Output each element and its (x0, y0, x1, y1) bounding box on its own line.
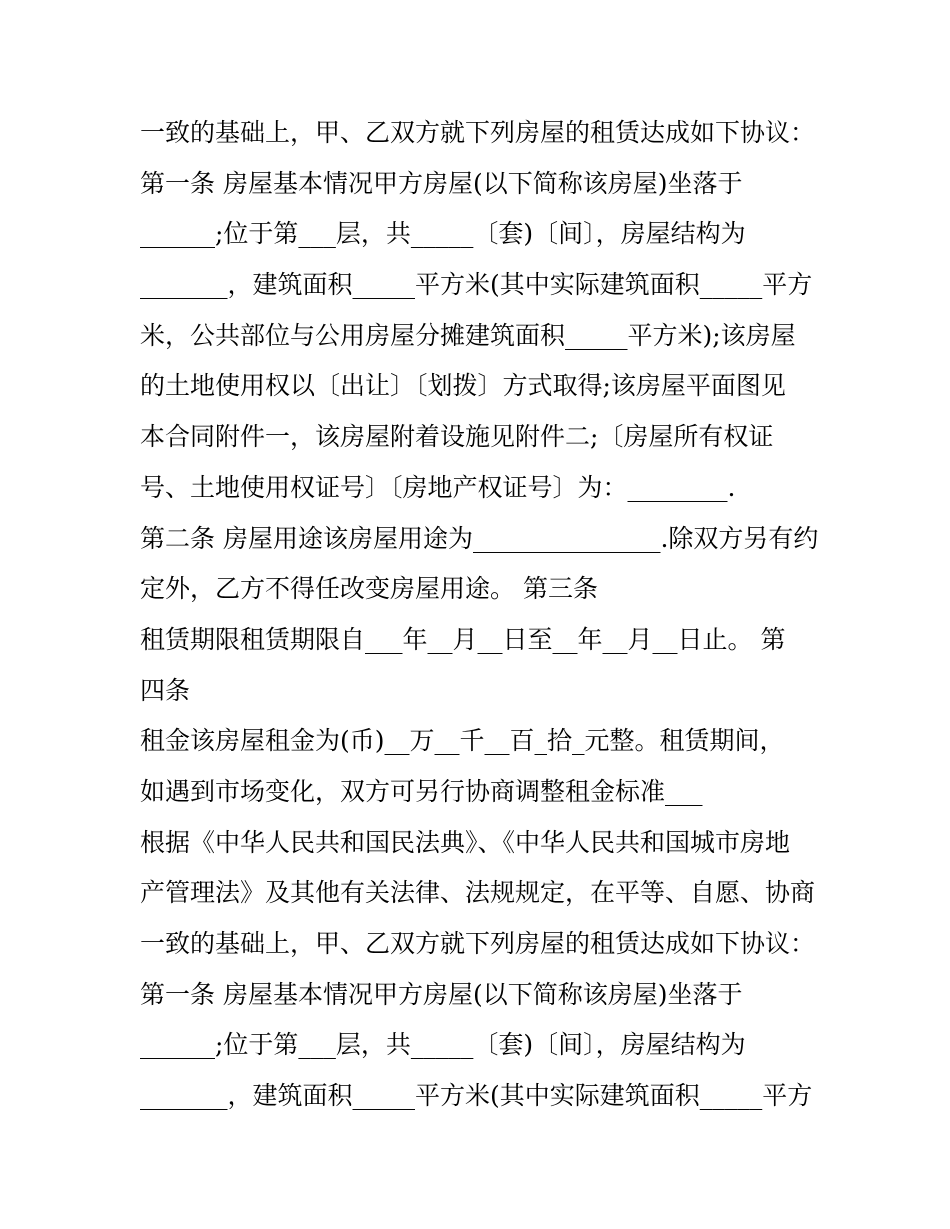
text-line: 四条 (140, 675, 191, 705)
contract-body-text (140, 108, 820, 1122)
text-line: _______，建筑面积_____平方米(其中实际建筑面积_____平方 (140, 270, 813, 300)
text-line: _______，建筑面积_____平方米(其中实际建筑面积_____平方 (140, 1081, 813, 1111)
text-line: 租赁期限租赁期限自___年__月__日至__年__月__日止。 第 (140, 624, 786, 654)
text-line: 如遇到市场变化，双方可另行协商调整租金标准___ (140, 776, 703, 806)
text-line: 的土地使用权以〔出让〕〔划拨〕方式取得;该房屋平面图见 (140, 371, 786, 401)
text-line: 第一条 房屋基本情况甲方房屋(以下简称该房屋)坐落于 (140, 168, 743, 198)
text-line: 米，公共部位与公用房屋分摊建筑面积_____平方米);该房屋 (140, 320, 796, 350)
text-line: ______;位于第___层，共_____〔套)〔间〕，房屋结构为 (140, 1030, 746, 1060)
text-line: 第二条 房屋用途该房屋用途为_______________.除双方另有约 (140, 523, 819, 553)
text-line: 号、土地使用权证号〕〔房地产权证号〕为：________. (140, 472, 736, 502)
text-line: 本合同附件一，该房屋附着设施见附件二;〔房屋所有权证 (140, 422, 774, 452)
text-line: 一致的基础上，甲、乙双方就下列房屋的租赁达成如下协议： (140, 929, 816, 958)
text-line: 定外，乙方不得任改变房屋用途。 第三条 (140, 574, 598, 604)
text-line: ______;位于第___层，共_____〔套)〔间〕，房屋结构为 (140, 219, 746, 249)
text-line: 第一条 房屋基本情况甲方房屋(以下简称该房屋)坐落于 (140, 979, 743, 1009)
text-line: 租金该房屋租金为(币)__万__千__百_拾_元整。租赁期间， (140, 726, 785, 756)
text-line: 一致的基础上，甲、乙双方就下列房屋的租赁达成如下协议： (140, 118, 816, 147)
text-line: 根据《中华人民共和国民法典》、《中华人民共和国城市房地 (140, 827, 791, 857)
text-line: 产管理法》及其他有关法律、法规规定，在平等、自愿、协商 (140, 878, 816, 908)
